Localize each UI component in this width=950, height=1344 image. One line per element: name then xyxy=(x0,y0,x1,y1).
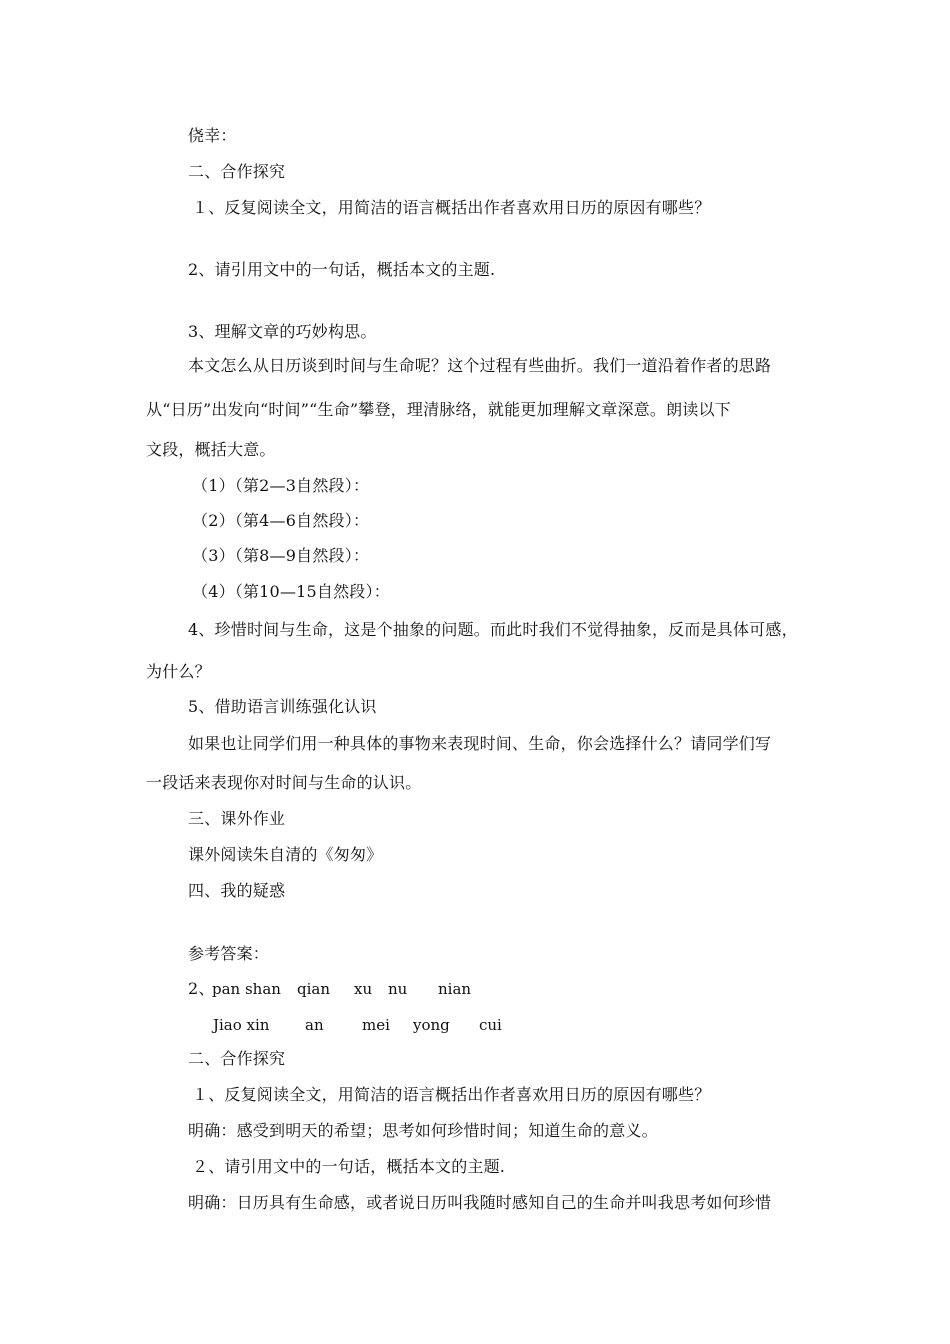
paragraph-line: 为什么？ xyxy=(146,662,211,681)
pinyin-prefix: 2、 xyxy=(188,979,215,998)
pinyin-word: mei xyxy=(362,1016,390,1034)
question-4: 4、珍惜时间与生命，这是个抽象的问题。而此时我们不觉得抽象，反而是具体可感， xyxy=(188,620,798,639)
section-heading-homework: 三、课外作业 xyxy=(188,809,286,828)
pinyin-word: pan shan xyxy=(212,980,281,998)
pinyin-word: nian xyxy=(438,980,472,998)
question-5: 5、借助语言训练强化认识 xyxy=(188,697,377,716)
question-3: 3、理解文章的巧妙构思。 xyxy=(188,322,377,341)
answer-section-heading: 二、合作探究 xyxy=(188,1049,286,1068)
list-item: （2）（第4—6自然段）： xyxy=(192,511,370,530)
pinyin-word: Jiao xin xyxy=(213,1016,270,1034)
answer-question-1: １、反复阅读全文，用简洁的语言概括出作者喜欢用日历的原因有哪些？ xyxy=(192,1085,711,1104)
pinyin-word: cui xyxy=(479,1016,502,1034)
paragraph-line: 从“日历”出发向“时间”“生命”攀登，理清脉络，就能更加理解文章深意。朗读以下 xyxy=(146,400,731,419)
paragraph-line: 如果也让同学们用一种具体的事物来表现时间、生命，你会选择什么？请同学们写 xyxy=(188,734,772,753)
pinyin-word: xu xyxy=(354,980,373,998)
paragraph-line: 本文怎么从日历谈到时间与生命呢？这个过程有些曲折。我们一道沿着作者的思路 xyxy=(188,356,772,375)
pinyin-word: nu xyxy=(388,980,408,998)
pinyin-word: yong xyxy=(413,1016,450,1034)
list-item: （1）（第2—3自然段）： xyxy=(192,476,370,495)
answer-2: 明确：日历具有生命感，或者说日历叫我随时感知自己的生命并叫我思考如何珍惜 xyxy=(188,1193,772,1212)
text-line-jiaoxing: 侥幸： xyxy=(188,126,237,145)
list-item: （4）（第10—15自然段）： xyxy=(192,582,390,601)
homework-text: 课外阅读朱自清的《匆匆》 xyxy=(188,845,383,864)
list-item: （3）（第8—9自然段）： xyxy=(192,546,370,565)
answer-1: 明确：感受到明天的希望；思考如何珍惜时间；知道生命的意义。 xyxy=(188,1121,658,1140)
question-2: 2、请引用文中的一句话，概括本文的主题. xyxy=(188,260,496,279)
question-1: １、反复阅读全文，用简洁的语言概括出作者喜欢用日历的原因有哪些？ xyxy=(192,198,711,217)
paragraph-line: 一段话来表现你对时间与生命的认识。 xyxy=(146,773,422,792)
section-heading-doubts: 四、我的疑惑 xyxy=(188,881,286,900)
pinyin-word: an xyxy=(305,1016,324,1034)
answer-question-2: ２、请引用文中的一句话，概括本文的主题. xyxy=(192,1157,506,1176)
paragraph-line: 文段，概括大意。 xyxy=(146,440,276,459)
section-heading-cooperative-inquiry: 二、合作探究 xyxy=(188,162,286,181)
pinyin-word: qian xyxy=(297,980,331,998)
answers-heading: 参考答案： xyxy=(188,944,270,963)
